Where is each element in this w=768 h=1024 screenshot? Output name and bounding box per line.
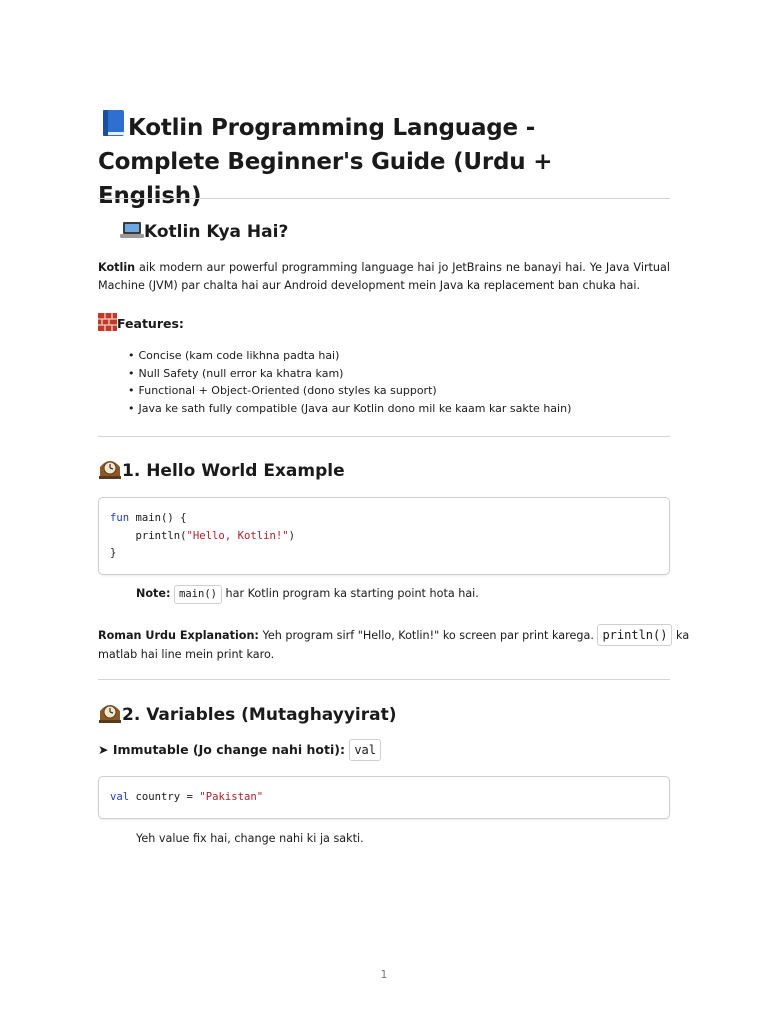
features-heading-text: Features: [117, 316, 184, 331]
list-item: • Null Safety (null error ka khatra kam) [128, 365, 571, 383]
code-block-hello [98, 497, 670, 575]
brick-icon [98, 313, 117, 331]
section-heading-text: Kotlin Kya Hai? [144, 222, 289, 242]
section-heading-intro [120, 220, 288, 244]
mantelpiece-clock-icon [98, 701, 122, 723]
divider [98, 436, 670, 437]
explanation-text: Yeh program sirf "Hello, Kotlin!" ko screen par print karega. [258, 629, 598, 642]
code-string: "Hello, Kotlin!" [186, 529, 289, 542]
code-text: ) [288, 529, 295, 542]
divider [98, 679, 670, 680]
note-paragraph [136, 585, 656, 604]
list-item: • Java ke sath fully compatible (Java aur Kotlin dono mil ke kaam kar sakte hain) [128, 400, 571, 418]
section-heading-text: 2. Variables (Mutaghayyirat) [122, 705, 397, 725]
mantelpiece-clock-icon [98, 457, 122, 479]
sub-heading-text: Immutable (Jo change nahi hoti): [112, 742, 345, 757]
section-heading-hello [98, 457, 345, 483]
note-label: Note: [136, 587, 171, 600]
explanation-label: Roman Urdu Explanation: [98, 629, 259, 642]
code-line [99, 545, 669, 563]
bold-term: Kotlin [98, 261, 136, 274]
inline-code: println() [597, 624, 672, 646]
code-line [99, 510, 669, 528]
arrow-icon: ➤ [98, 742, 109, 757]
list-item: • Functional + Object-Oriented (dono styles ka support) [128, 382, 571, 400]
code-text: println( [110, 529, 187, 542]
explanation-text: ka [672, 629, 690, 642]
code-line [99, 789, 669, 807]
page-number: 1 [380, 969, 388, 981]
explanation-paragraph [98, 624, 690, 664]
code-text: main() { [129, 512, 187, 524]
laptop-icon [120, 220, 144, 240]
blue-book-icon [98, 108, 128, 138]
code-keyword: fun [110, 512, 130, 524]
explanation-text: matlab hai line mein print karo. [98, 648, 275, 661]
code-text: } [110, 547, 117, 559]
value-note: Yeh value fix hai, change nahi ki ja sakti. [136, 832, 364, 845]
features-heading [98, 313, 184, 334]
section-heading-variables [98, 701, 397, 727]
paragraph-text: aik modern aur powerful programming language hai jo JetBrains ne banayi hai. Ye Java Virtual Machine (JVM) par chalta hai aur Android development mein Java ka replacement ban chuka hai. [98, 261, 670, 292]
list-item: • Concise (kam code likhna padta hai) [128, 347, 571, 365]
code-string: "Pakistan" [199, 791, 264, 803]
code-text: country = [129, 791, 200, 803]
sub-heading-immutable [98, 739, 670, 761]
code-block-val [98, 776, 670, 819]
inline-code: main() [174, 585, 222, 604]
inline-code: val [349, 739, 381, 761]
intro-paragraph [98, 259, 670, 294]
note-text: har Kotlin program ka starting point hota hai. [221, 587, 479, 600]
code-line [99, 528, 669, 546]
features-list [128, 347, 571, 417]
page-title-text: Kotlin Programming Language - Complete Beginner's Guide (Urdu + English) [98, 115, 553, 209]
code-keyword: val [110, 791, 130, 803]
section-heading-text: 1. Hello World Example [122, 461, 345, 481]
divider [98, 198, 670, 199]
